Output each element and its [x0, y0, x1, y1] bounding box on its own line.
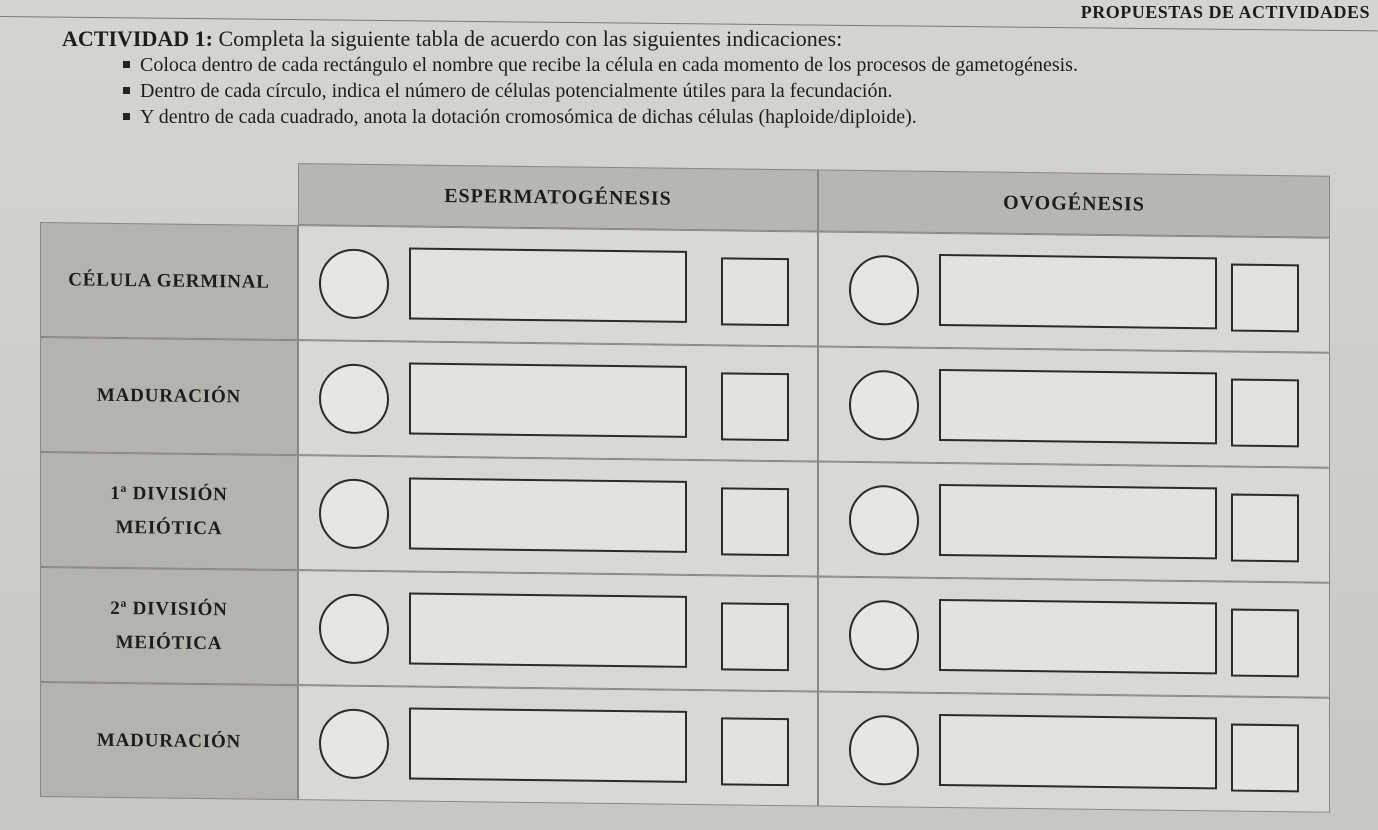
ploidy-square[interactable]: [1231, 264, 1299, 333]
instruction-item: Coloca dentro de cada rectángulo el nombre que recibe la célula en cada momento de los procesos de gametogénesis.: [128, 52, 1078, 78]
ploidy-square[interactable]: [721, 257, 789, 326]
instruction-item: Dentro de cada círculo, indica el número de células potencialmente útiles para la fecundación.: [128, 78, 1078, 104]
ploidy-square[interactable]: [721, 602, 789, 671]
cell-count-circle[interactable]: [319, 708, 389, 779]
cell-name-rectangle[interactable]: [409, 708, 687, 783]
cell-count-circle[interactable]: [849, 370, 919, 441]
row-label: [40, 452, 298, 570]
cell-name-rectangle[interactable]: [409, 478, 687, 553]
ovogenesis-cell: [818, 462, 1330, 583]
table-row: [40, 682, 1330, 813]
ploidy-square[interactable]: [1231, 724, 1299, 793]
ovogenesis-cell: [818, 692, 1330, 813]
row-label-line: MEIÓTICA: [115, 516, 223, 539]
row-label: [40, 682, 298, 800]
instruction-list: [128, 52, 1078, 130]
cell-count-circle[interactable]: [849, 485, 919, 556]
cell-name-rectangle[interactable]: [409, 248, 687, 323]
row-label-line: CÉLULA GERMINAL: [68, 268, 270, 293]
cell-name-rectangle[interactable]: [409, 593, 687, 668]
table-row: [40, 337, 1330, 468]
row-label-line: MADURACIÓN: [96, 729, 242, 752]
ploidy-square[interactable]: [721, 372, 789, 441]
cell-count-circle[interactable]: [319, 478, 389, 549]
cell-name-rectangle[interactable]: [939, 714, 1217, 789]
ovogenesis-cell: [818, 347, 1330, 468]
row-label: [40, 222, 298, 340]
cell-count-circle[interactable]: [849, 255, 919, 326]
gametogenesis-table: [40, 160, 1330, 824]
table-corner: [40, 160, 298, 225]
instruction-item: Y dentro de cada cuadrado, anota la dotación cromosómica de dichas células (haploide/diploide).: [128, 104, 1078, 130]
cell-count-circle[interactable]: [319, 248, 389, 319]
table-row: [40, 452, 1330, 583]
ploidy-square[interactable]: [721, 717, 789, 786]
row-label: [40, 337, 298, 455]
table-row: [40, 222, 1330, 353]
espermatogenesis-cell: [298, 225, 818, 346]
cell-name-rectangle[interactable]: [939, 254, 1217, 329]
cell-count-circle[interactable]: [849, 600, 919, 671]
cell-name-rectangle[interactable]: [939, 484, 1217, 559]
cell-name-rectangle[interactable]: [409, 363, 687, 438]
table-row: [40, 567, 1330, 698]
column-header-ovogenesis: OVOGÉNESIS: [818, 170, 1330, 238]
espermatogenesis-cell: [298, 570, 818, 691]
espermatogenesis-cell: [298, 340, 818, 461]
row-label-line: 1ª DIVISIÓN: [110, 482, 228, 505]
cell-count-circle[interactable]: [319, 593, 389, 664]
cell-count-circle[interactable]: [849, 715, 919, 786]
cell-name-rectangle[interactable]: [939, 369, 1217, 444]
activity-heading: [62, 26, 842, 52]
ovogenesis-cell: [818, 577, 1330, 698]
ploidy-square[interactable]: [1231, 609, 1299, 678]
ovogenesis-cell: [818, 232, 1330, 353]
page-header: PROPUESTAS DE ACTIVIDADES: [1080, 2, 1370, 22]
activity-title: ACTIVIDAD 1:: [62, 26, 213, 51]
espermatogenesis-cell: [298, 685, 818, 806]
ploidy-square[interactable]: [1231, 379, 1299, 448]
activity-instruction: Completa la siguiente tabla de acuerdo con las siguientes indicaciones:: [218, 26, 843, 51]
row-label: [40, 567, 298, 685]
row-label-line: MEIÓTICA: [115, 631, 223, 654]
espermatogenesis-cell: [298, 455, 818, 576]
cell-count-circle[interactable]: [319, 363, 389, 434]
column-header-espermatogenesis: ESPERMATOGÉNESIS: [298, 163, 818, 231]
cell-name-rectangle[interactable]: [939, 599, 1217, 674]
row-label-line: MADURACIÓN: [96, 384, 242, 407]
ploidy-square[interactable]: [1231, 494, 1299, 563]
row-label-line: 2ª DIVISIÓN: [110, 597, 228, 620]
ploidy-square[interactable]: [721, 487, 789, 556]
